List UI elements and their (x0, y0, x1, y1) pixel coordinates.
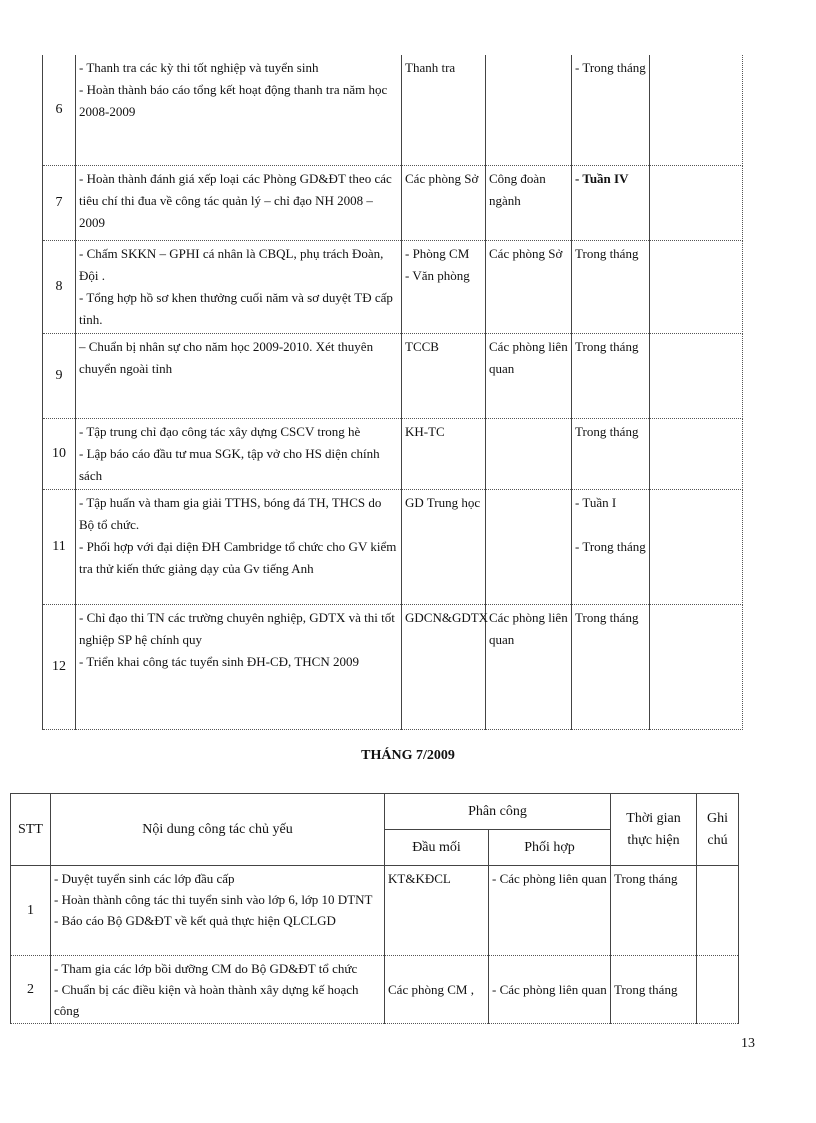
row-number: 10 (43, 418, 76, 489)
lead-unit (402, 240, 486, 333)
coordinating-unit-line: Các phòng liên quan (489, 609, 568, 647)
table-row (43, 489, 743, 604)
task-content-line: - Báo cáo Bộ GD&ĐT về kết quả thực hiện QLCLGD (54, 913, 336, 928)
note-cell (650, 604, 743, 729)
time-frame (572, 489, 650, 604)
time-frame (572, 165, 650, 240)
coordinating-unit (486, 489, 572, 604)
lead-unit (402, 418, 486, 489)
table-row (43, 333, 743, 418)
task-content-line: - Hoàn thành công tác thi tuyển sinh vào lớp 6, lớp 10 DTNT (54, 892, 373, 907)
task-content (76, 55, 402, 165)
coordinating-unit (486, 333, 572, 418)
task-content-line: - Hoàn thành đánh giá xếp loại các Phòng GD&ĐT theo các tiêu chí thi đua về công tác quản lý – chỉ đạo NH 2008 – 2009 (79, 170, 392, 230)
table-row (43, 55, 743, 165)
note-cell (650, 240, 743, 333)
task-content (76, 604, 402, 729)
time-frame-line: - Trong tháng (575, 538, 646, 554)
header-coordinate: Phối hợp (489, 830, 611, 866)
task-content (76, 418, 402, 489)
header-time: Thời gian thực hiện (611, 794, 697, 866)
june-task-table (42, 55, 743, 730)
note-cell (697, 956, 739, 1024)
row-number: 11 (43, 489, 76, 604)
lead-unit (402, 489, 486, 604)
task-content-line: - Thanh tra các kỳ thi tốt nghiệp và tuyển sinh (79, 60, 319, 75)
time-frame (572, 604, 650, 729)
row-number: 7 (43, 165, 76, 240)
task-content-line: - Tổng hợp hồ sơ khen thưởng cuối năm và sơ duyệt TĐ cấp tỉnh. (79, 289, 393, 327)
task-content-line: – Chuẩn bị nhân sự cho năm học 2009-2010. Xét thuyên chuyển ngoài tỉnh (79, 338, 374, 376)
task-content (51, 866, 385, 956)
task-content-line: - Chuẩn bị các điều kiện và hoàn thành xây dựng kế hoạch công (54, 982, 359, 1018)
coordinating-unit-line: Các phòng liên quan (489, 338, 568, 376)
lead-unit-line: - Văn phòng (405, 267, 470, 283)
lead-unit-line: Các phòng Sở (405, 170, 479, 186)
task-content-line: - Tập huấn và tham gia giải TTHS, bóng đá TH, THCS do Bộ tổ chức. (79, 494, 382, 532)
coordinating-unit: - Các phòng liên quan (489, 866, 611, 956)
lead-unit-line: TCCB (405, 338, 439, 354)
time-frame-line: Trong tháng (575, 609, 639, 625)
row-number: 9 (43, 333, 76, 418)
note-cell (650, 333, 743, 418)
time-frame (572, 55, 650, 165)
task-content-line: - Phối hợp với đại diện ĐH Cambridge tổ chức cho GV kiểm tra thử kiến thức giảng dạy của Gv tiếng Anh (79, 538, 397, 576)
time-frame (572, 418, 650, 489)
lead-unit-line: GDCN&GDTX (405, 609, 489, 625)
lead-unit: Các phòng CM , (385, 956, 489, 1024)
lead-unit-line: KH-TC (405, 423, 445, 439)
task-content-line: - Triển khai công tác tuyển sinh ĐH-CĐ, THCN 2009 (79, 653, 359, 669)
task-content (76, 333, 402, 418)
row-number: 2 (11, 956, 51, 1024)
table-row (43, 604, 743, 729)
task-content (76, 240, 402, 333)
task-content (76, 165, 402, 240)
coordinating-unit: - Các phòng liên quan (489, 956, 611, 1024)
lead-unit: KT&KĐCL (385, 866, 489, 956)
task-content-line: - Chấm SKKN – GPHI cá nhân là CBQL, phụ trách Đoàn, Đội . (79, 245, 384, 283)
task-content-line: - Hoàn thành báo cáo tổng kết hoạt động thanh tra năm học 2008-2009 (79, 82, 388, 119)
coordinating-unit (486, 55, 572, 165)
header-stt: STT (11, 794, 51, 866)
header-content: Nội dung công tác chủ yếu (51, 794, 385, 866)
lead-unit (402, 604, 489, 729)
lead-unit (402, 55, 486, 165)
note-cell (697, 866, 739, 956)
table-row (43, 240, 743, 333)
note-cell (650, 418, 743, 489)
july-task-table (10, 793, 739, 1024)
row-number: 1 (11, 866, 51, 956)
table-row (43, 165, 743, 240)
time-frame-line: - Tuần I (575, 494, 617, 510)
coordinating-unit-line: Công đoàn ngành (489, 170, 546, 208)
lead-unit-line: Thanh tra (405, 60, 456, 75)
coordinating-unit (486, 418, 572, 489)
note-cell (650, 55, 743, 165)
task-content (51, 956, 385, 1024)
lead-unit-line: GD Trung học (405, 494, 481, 510)
header-assignment: Phân công (385, 794, 611, 830)
task-content-line: - Tập trung chỉ đạo công tác xây dựng CSCV trong hè (79, 423, 361, 439)
task-content-line: - Duyệt tuyển sinh các lớp đầu cấp (54, 871, 235, 886)
time-frame-line: Trong tháng (575, 338, 639, 354)
row-number: 12 (43, 604, 76, 729)
note-cell (650, 489, 743, 604)
row-number: 8 (43, 240, 76, 333)
row-number: 6 (43, 55, 76, 165)
time-frame-line: - Trong tháng (575, 60, 646, 75)
table-row (11, 956, 739, 1024)
coordinating-unit-line: Các phòng Sở (489, 245, 563, 261)
time-frame (572, 240, 650, 333)
header-note: Ghi chú (697, 794, 739, 866)
time-frame (572, 333, 650, 418)
time-frame-line: - Tuần IV (575, 170, 629, 186)
time-frame: Trong tháng (611, 866, 697, 956)
note-cell (650, 165, 743, 240)
task-content-line: - Chỉ đạo thi TN các trường chuyên nghiệp, GDTX và thi tốt nghiệp SP hệ chính quy (79, 609, 395, 647)
table-row (11, 866, 739, 956)
lead-unit-line: - Phòng CM (405, 245, 470, 261)
time-frame-line: Trong tháng (575, 245, 639, 261)
task-content (76, 489, 402, 604)
task-content-line: - Lập báo cáo đầu tư mua SGK, tập vở cho HS diện chính sách (79, 445, 380, 483)
coordinating-unit (486, 240, 572, 333)
header-lead: Đầu mối (385, 830, 489, 866)
coordinating-unit (486, 165, 572, 240)
time-frame-line: Trong tháng (575, 423, 639, 439)
table-row (43, 418, 743, 489)
section-title: THÁNG 7/2009 (361, 748, 455, 763)
task-content-line: - Tham gia các lớp bồi dưỡng CM do Bộ GD&ĐT tổ chức (54, 961, 358, 976)
time-frame: Trong tháng (611, 956, 697, 1024)
page-number: 13 (741, 1036, 755, 1051)
lead-unit (402, 165, 486, 240)
lead-unit (402, 333, 486, 418)
coordinating-unit (486, 604, 572, 729)
